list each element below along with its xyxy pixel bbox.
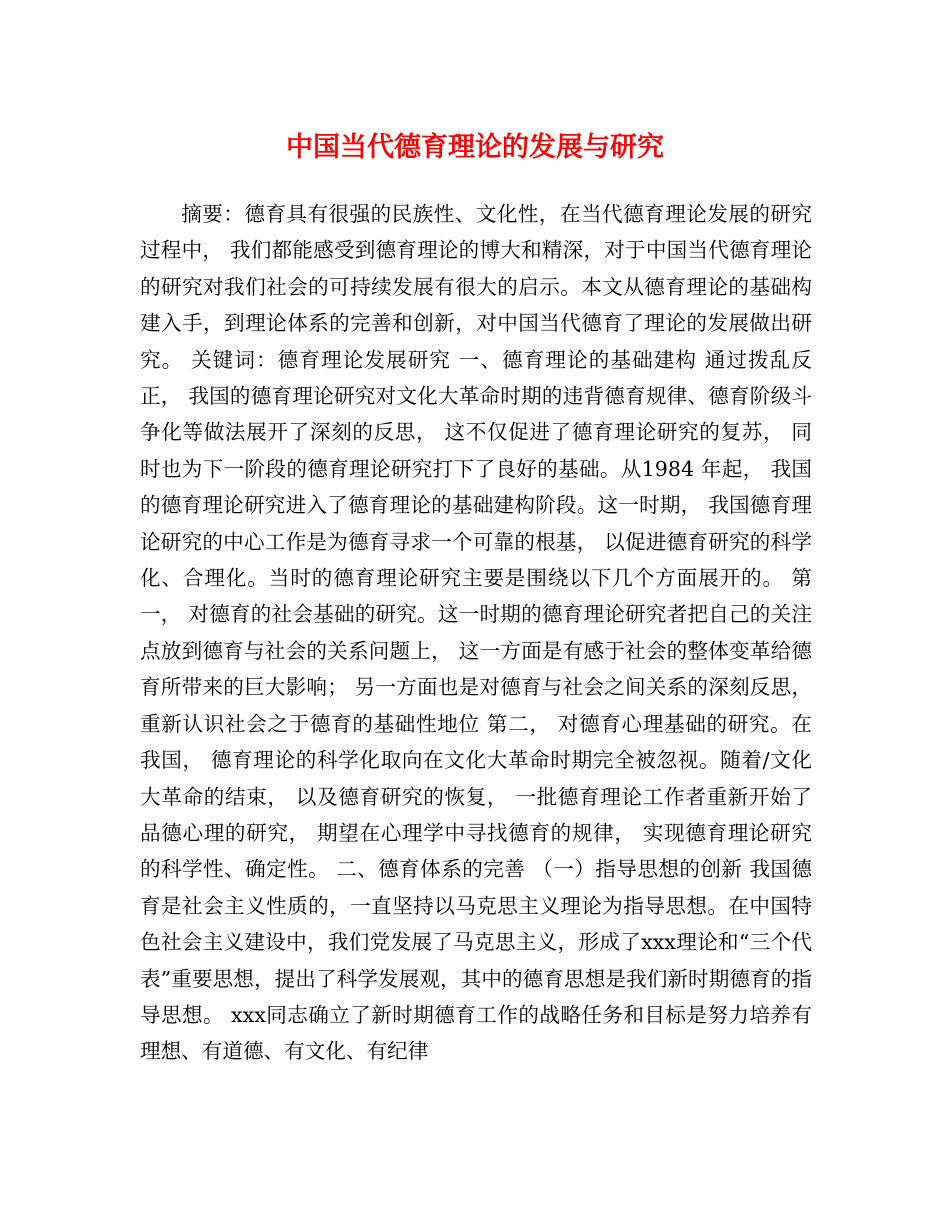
document-title: 中国当代德育理论的发展与研究 <box>286 132 664 163</box>
document-body-paragraph: 摘要：德育具有很强的民族性、文化性，在当代德育理论发展的研究过程中， 我们都能感受到德育理论的博大和精深，对于中国当代德育理论的研究对我们社会的可持续发展有很大的启示。本文从德育理论的基础构建入手，到理论体系的完善和创新，对中国当代德育了理论的发展做出研究。 关键词：德育理论发展研究 一、德育理论的基础建构 通过拨乱反正， 我国的德育理论研究对文化大革命时期的违背德育规律、德育阶级斗争化等做法展开了深刻的反思， 这不仅促进了德育理论研究的复苏， 同时也为下一阶段的德育理论研究打下了良好的基础。从1984 年起， 我国的德育理论研究进入了德育理论的基础建构阶段。这一时期， 我国德育理论研究的中心工作是为德育寻求一个可靠的根基， 以促进德育研究的科学化、合理化。当时的德育理论研究主要是围绕以下几个方面展开的。 第一， 对德育的社会基础的研究。这一时期的德育理论研究者把自己的关注点放到德育与社会的关系问题上， 这一方面是有感于社会的整体变革给德育所带来的巨大影响； 另一方面也是对德育与社会之间关系的深刻反思， 重新认识社会之于德育的基础性地位 第二， 对德育心理基础的研究。在我国， 德育理论的科学化取向在文化大革命时期完全被忽视。随着/文化大革命的结束， 以及德育研究的恢复， 一批德育理论工作者重新开始了品德心理的研究， 期望在心理学中寻找德育的规律， 实现德育理论研究的科学性、确定性。 二、德育体系的完善 （一）指导思想的创新 我国德育是社会主义性质的，一直坚持以马克思主义理论为指导思想。在中国特色社会主义建设中，我们党发展了马克思主义，形成了xxx理论和“三个代表”重要思想，提出了科学发展观，其中的德育思想是我们新时期德育的指导思想。 xxx同志确立了新时期德育工作的战略任务和目标是努力培养有理想、有道德、有文化、有纪律 <box>140 202 812 1064</box>
